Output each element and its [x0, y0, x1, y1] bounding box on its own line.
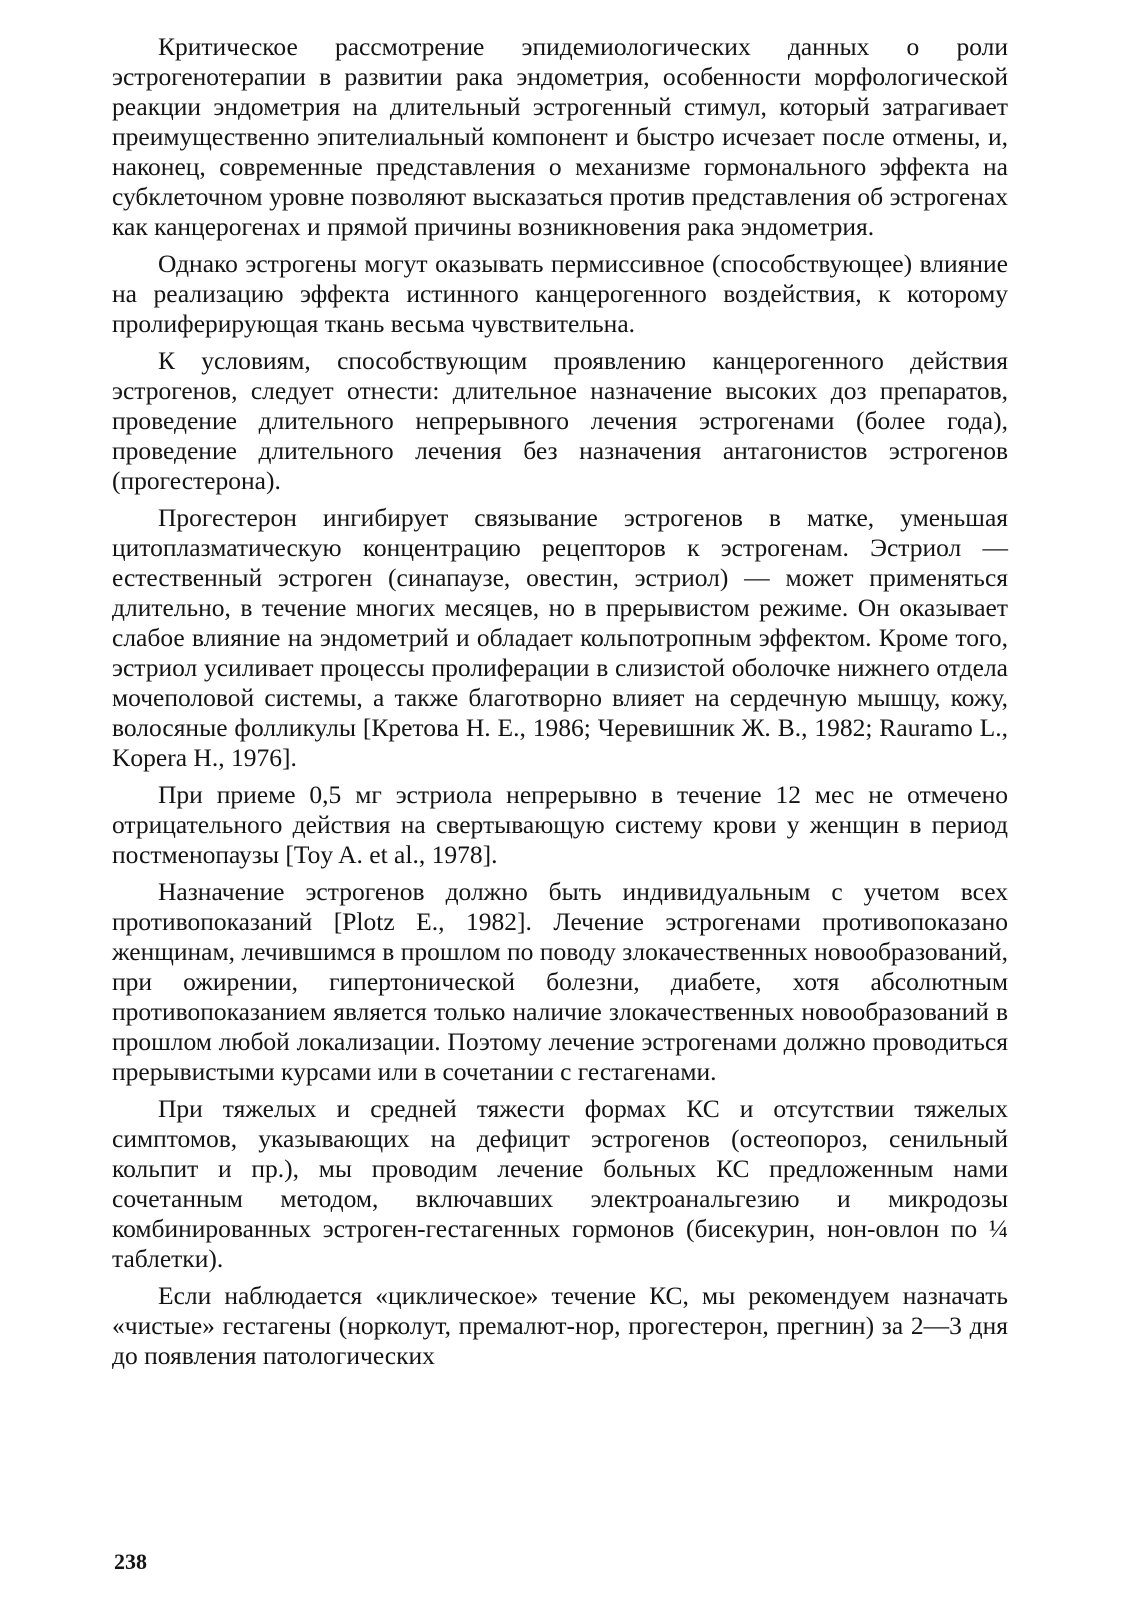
paragraph-2: Однако эстрогены могут оказывать пермиссивное (способствующее) влияние на реализацию эффекта истинного канцерогенного воздействия, к которому пролиферирующая ткань весьма чувствительна.: [112, 249, 1008, 338]
page-number: 238: [114, 1549, 147, 1574]
paragraph-1: Критическое рассмотрение эпидемиологических данных о роли эстрогенотерапии в развитии рака эндометрия, особенности морфологической реакции эндометрия на длительный эстрогенный стимул, который затрагивает преимущественно эпителиальный компонент и быстро исчезает после отмены, и, наконец, современные представления о механизме гормонального эффекта на субклеточном уровне позволяют высказаться против представления об эстрогенах как канцерогенах и прямой причины возникновения рака эндометрия.: [112, 32, 1008, 241]
paragraph-3: К условиям, способствующим проявлению канцерогенного действия эстрогенов, следует отнести: длительное назначение высоких доз препаратов, проведение длительного непрерывного лечения эстрогенами (более года), проведение длительного лечения без назначения антагонистов эстрогенов (прогестерона).: [112, 346, 1008, 495]
paragraph-7: При тяжелых и средней тяжести формах КС и отсутствии тяжелых симптомов, указывающих на дефицит эстрогенов (остеопороз, сенильный кольпит и пр.), мы проводим лечение больных КС предложенным нами сочетанным методом, включавших электроанальгезию и микродозы комбинированных эстроген-гестагенных гормонов (бисекурин, нон-овлон по ¼ таблетки).: [112, 1094, 1008, 1273]
paragraph-5: При приеме 0,5 мг эстриола непрерывно в течение 12 мес не отмечено отрицательного действия на свертывающую систему крови у женщин в период постменопаузы [Toy A. et al., 1978].: [112, 780, 1008, 869]
paragraph-6: Назначение эстрогенов должно быть индивидуальным с учетом всех противопоказаний [Plotz E., 1982]. Лечение эстрогенами противопоказано женщинам, лечившимся в прошлом по поводу злокачественных новообразований, при ожирении, гипертонической болезни, диабете, хотя абсолютным противопоказанием является только наличие злокачественных новообразований в прошлом любой локализации. Поэтому лечение эстрогенами должно проводиться прерывистыми курсами или в сочетании с гестагенами.: [112, 877, 1008, 1086]
page-body: [112, 32, 1008, 1378]
paragraph-8: Если наблюдается «циклическое» течение КС, мы рекомендуем назначать «чистые» гестагены (норколут, премалют-нор, прогестерон, прегнин) за 2—3 дня до появления патологических: [112, 1281, 1008, 1370]
paragraph-4: Прогестерон ингибирует связывание эстрогенов в матке, уменьшая цитоплазматическую концентрацию рецепторов к эстрогенам. Эстриол — естественный эстроген (синапаузе, овестин, эстриол) — может применяться длительно, в течение многих месяцев, но в прерывистом режиме. Он оказывает слабое влияние на эндометрий и обладает кольпотропным эффектом. Кроме того, эстриол усиливает процессы пролиферации в слизистой оболочке нижнего отдела мочеполовой системы, а также благотворно влияет на сердечную мышцу, кожу, волосяные фолликулы [Кретова Н. Е., 1986; Черевишник Ж. В., 1982; Rauramo L., Kopera H., 1976].: [112, 503, 1008, 772]
